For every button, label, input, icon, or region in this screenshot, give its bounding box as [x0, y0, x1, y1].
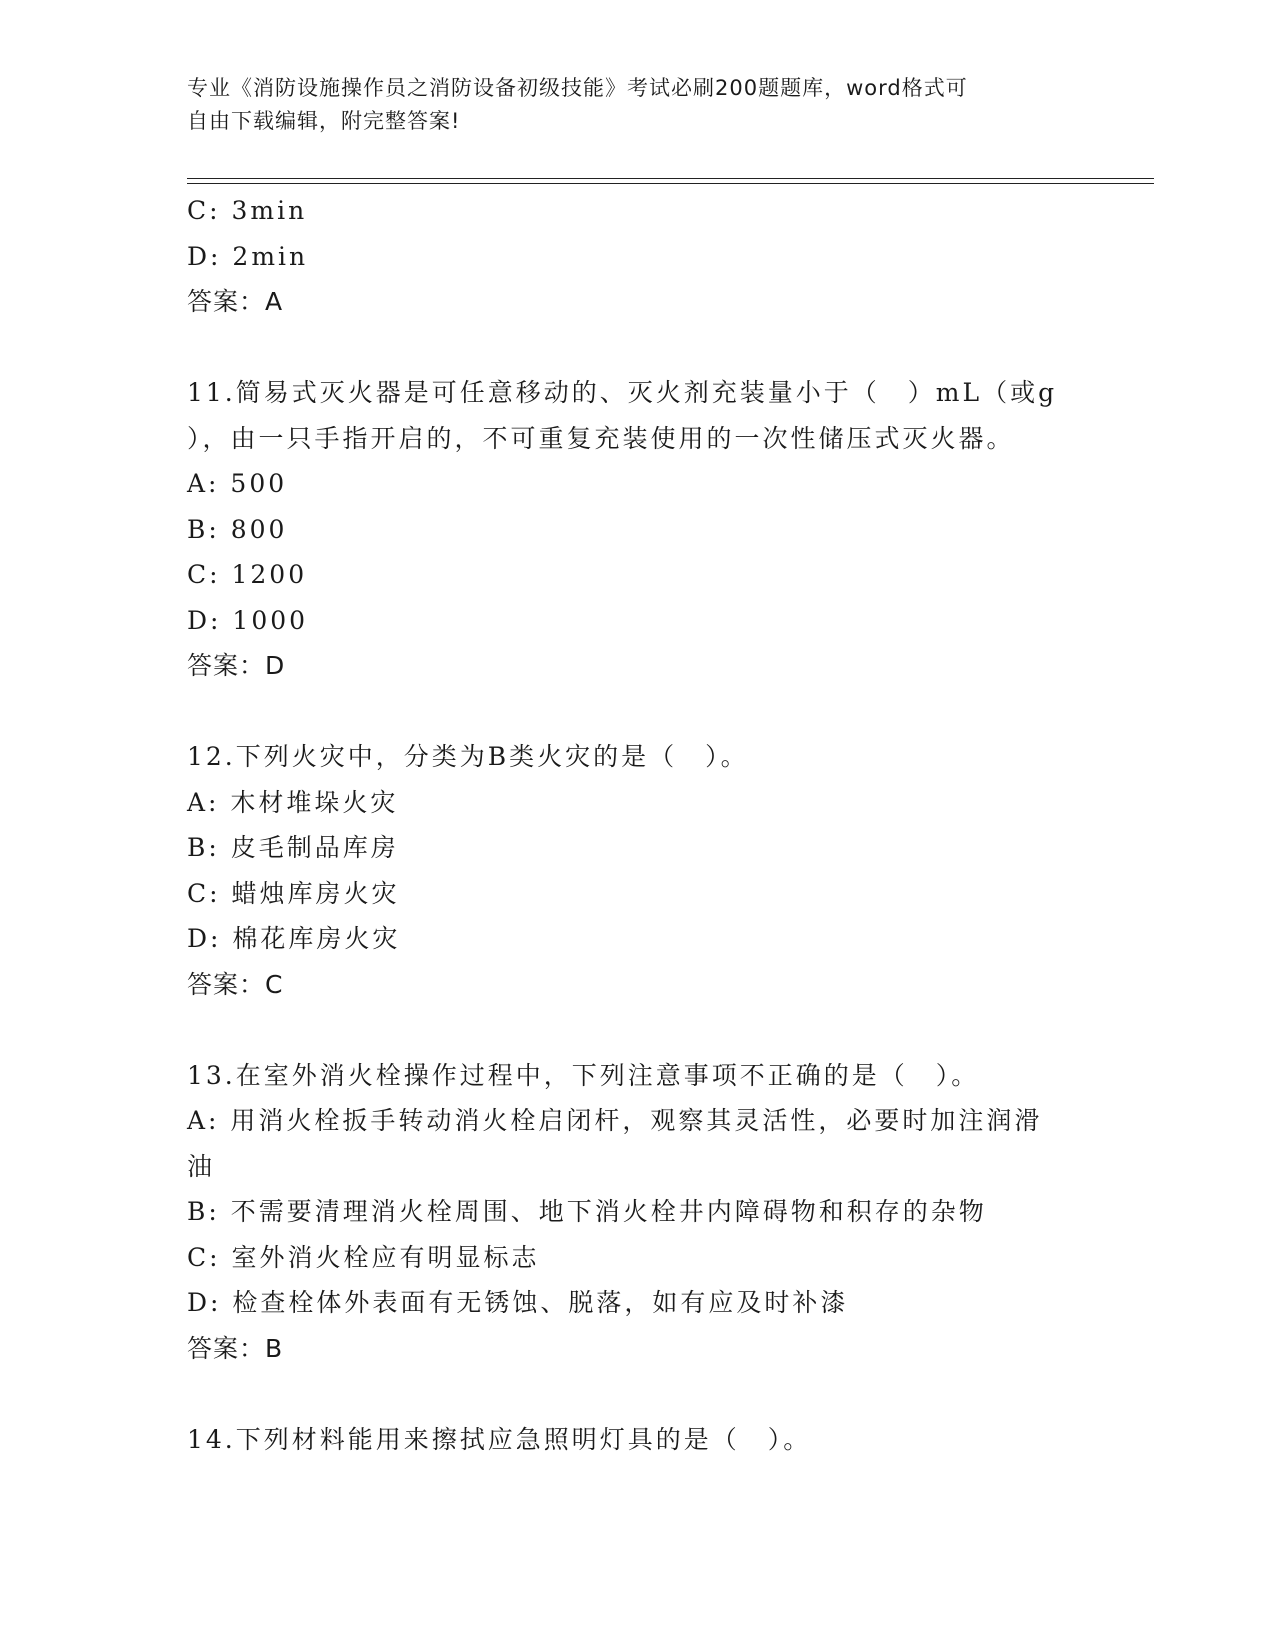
option-c: C: 室外消火栓应有明显标志: [187, 1242, 540, 1272]
option-b: B: 不需要清理消火栓周围、地下消火栓井内障碍物和积存的杂物: [187, 1197, 987, 1226]
option-a: A: 500: [187, 469, 288, 498]
question-13: [187, 1053, 1087, 1372]
answer-line: 答案：A: [187, 287, 284, 316]
option-d: D: 检查栓体外表面有无锈蚀、脱落，如有应及时补漆: [187, 1288, 849, 1317]
question-11: [187, 370, 1087, 689]
answer-line: 答案：B: [187, 1333, 284, 1363]
header-title-line-1: 专业《消防设施操作员之消防设备初级技能》考试必刷200题题库，word格式可: [187, 76, 968, 100]
question-14: [187, 1417, 1087, 1463]
question-stem: 12.下列火灾中，分类为B类火灾的是（ ）。: [187, 742, 749, 771]
spacer: [187, 1371, 1087, 1417]
answer-line: 答案：C: [187, 969, 284, 999]
header-title-line-2: 自由下载编辑，附完整答案!: [187, 109, 461, 133]
question-list: [187, 188, 1087, 1462]
option-a-continued: 油: [187, 1151, 216, 1181]
spacer: [187, 1007, 1087, 1053]
question-stem: 14.下列材料能用来擦拭应急照明灯具的是（ ）。: [187, 1424, 812, 1454]
option-d: D: 棉花库房火灾: [187, 924, 401, 953]
header-divider-top: [187, 178, 1154, 179]
question-10-tail: [187, 188, 1087, 325]
question-stem: 11.简易式灭火器是可任意移动的、灭火剂充装量小于（ ）mL（或g: [187, 378, 1058, 407]
option-a: A: 用消火栓扳手转动消火栓启闭杆，观察其灵活性，必要时加注润滑: [187, 1106, 1043, 1135]
option-b: B: 皮毛制品库房: [187, 833, 399, 862]
header-divider-bottom: [187, 183, 1154, 184]
spacer: [187, 325, 1087, 371]
answer-line: 答案：D: [187, 651, 286, 680]
option-d: D: 1000: [187, 605, 309, 635]
option-b: B: 800: [187, 514, 288, 544]
spacer: [187, 689, 1087, 735]
option-c: C: 1200: [187, 560, 308, 589]
option-c: C: 蜡烛库房火灾: [187, 878, 400, 908]
question-stem: 13.在室外消火栓操作过程中，下列注意事项不正确的是（ ）。: [187, 1060, 980, 1090]
option-c: C: 3min: [187, 196, 308, 225]
option-a: A: 木材堆垛火灾: [187, 787, 399, 817]
question-stem-continued: ），由一只手指开启的，不可重复充装使用的一次性储压式灭火器。: [187, 423, 1015, 453]
question-12: [187, 734, 1087, 1007]
option-d: D: 2min: [187, 241, 309, 271]
page-header: [187, 72, 1067, 138]
